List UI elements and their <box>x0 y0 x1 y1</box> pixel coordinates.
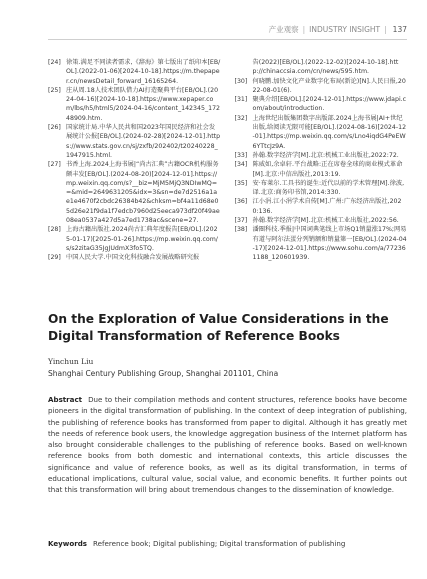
reference-number: [31] <box>234 96 248 104</box>
reference-text: 陈威如,余卓轩.平台战略:正在席卷全球的商业模式革命[M].北京:中信出版社,2013:19. <box>252 161 403 178</box>
reference-text: 上海世纪出版集团数字出版部.2024上海书展|AI+世纪出版,给阅读无限可能[EB/OL].(2024-08-16)[2024-12-01].https://mp.weixin.qq.com/s/Lno4iqdG4PeEW6YTtcJz9A. <box>252 114 407 150</box>
reference-text: 孙翰.数字经济学[M].北京:机械工业出版社,2022:72. <box>252 151 399 159</box>
reference-number: [27] <box>48 161 61 169</box>
page-number: 137 <box>392 25 407 34</box>
reference-number: [36] <box>234 198 248 206</box>
reference-item <box>48 160 221 225</box>
reference-item <box>235 197 408 216</box>
reference-item <box>48 253 221 262</box>
reference-number: [32] <box>234 114 248 122</box>
reference-number: [30] <box>234 77 248 85</box>
abstract-label: Abstract <box>48 395 83 404</box>
article-title: On the Exploration of Value Considerations in the Digital Transformation of Reference Books <box>48 312 389 343</box>
abstract <box>48 394 407 496</box>
header-divider <box>48 39 407 40</box>
reference-column-right <box>235 58 408 263</box>
reference-number: [26] <box>48 124 61 132</box>
reference-item <box>235 151 408 160</box>
reference-text: 告(2022)[EB/OL].(2022-12-02)[2024-10-18].http://chinaccsia.com/cn/news/595.htm. <box>252 59 399 76</box>
reference-text: 何晓鹏.加快文化产业数字化布局(新论)[N].人民日报,2022-08-01(6). <box>252 77 406 94</box>
keywords-label: Keywords <box>48 539 88 548</box>
reference-list <box>48 58 407 263</box>
reference-number: [35] <box>234 179 248 187</box>
reference-item <box>235 225 408 262</box>
reference-text: 国家统计局.中华人民共和国2023年国民经济和社会发展统计公报[EB/OL].(2024-02-28)[2024-12-01].https://www.stats.gov.cn/sj/zxfb/202402/t20240228_1947915.html. <box>66 124 221 159</box>
reference-text: 安·布莱尔.工具书的诞生:近代以前的学术管理[M].徐波,译.北京:商务印书馆,2014:330. <box>252 179 405 197</box>
reference-number: [38] <box>234 226 248 234</box>
reference-text: 徐策.满足不同读者需求,《辞海》第七版出了纸印本[EB/OL].(2022-01-06)[2024-10-18].https://m.thepaper.cn/newsDetail_forward_16165264. <box>66 59 221 85</box>
reference-number: [28] <box>48 226 61 234</box>
reference-text: 上海古籍出版社.2024尚古汇典年度报告[EB/OL].(2025-01-17)[2025-01-26].https://mp.weixin.qq.com/s/s2zitaG35JgJUdmX3fo5TQ. <box>66 226 218 252</box>
reference-number <box>235 58 253 77</box>
reference-number: [37] <box>234 217 248 225</box>
reference-item <box>48 225 221 253</box>
reference-text: 庄从周.18人技术团队借力AI打造聚典平台[EB/OL].(2024-04-16)[2024-10-18].https://www.xepaper.com/lbs/h5/html5/2024-04-16/content_142345_17248909.htm. <box>66 86 221 122</box>
header-separator-2: | <box>384 25 387 34</box>
reference-number: [25] <box>48 86 61 94</box>
reference-item <box>48 58 221 86</box>
section-name-cn: 产业观察 <box>268 25 299 34</box>
reference-item <box>235 58 408 77</box>
header-separator: | <box>302 25 306 34</box>
reference-number: [24] <box>48 59 61 66</box>
reference-item <box>235 216 408 225</box>
reference-number: [33] <box>234 151 248 159</box>
section-name-en: INDUSTRY INSIGHT <box>309 25 381 34</box>
author-affiliation: Shanghai Century Publishing Group, Shanghai 201101, China <box>48 369 279 378</box>
reference-item <box>235 179 408 198</box>
reference-item <box>235 114 408 151</box>
keywords <box>48 539 407 548</box>
reference-item <box>48 86 221 123</box>
reference-item <box>235 160 408 179</box>
reference-item <box>235 77 408 96</box>
reference-text: 聚典介绍[EB/OL].[2024-12-01].https://www.jdapi.com/about/introduction. <box>252 96 407 113</box>
keywords-text: Reference book; Digital publishing; Digital transformation of publishing <box>93 539 346 548</box>
reference-number: [34] <box>234 161 248 169</box>
reference-text: 江小涓.江小涓学术自传[M].广州:广东经济出版社,2020:136. <box>252 198 402 215</box>
reference-text: 中国人民大学.中国文化科技融合发展战略研究报 <box>66 254 200 262</box>
reference-text: 书香上海.2024上海书展|“尚古汇典”古籍OCR机构服务颇丰发[EB/OL].(2024-08-20)[2024-12-01].https://mp.weixin.qq.com/s?__biz=MjM5MjQ3NDIwMQ==&mid=2649631205&idx=3&sn=de7d2516a1ae1e4670f2cbdc26384b42&chksm=bf4a11d68e05d26e21f9da1f7edcb7960d25eeca973df20f49ae08ea0537a427d5a7ed1738ac&scene=27. <box>66 161 220 225</box>
reference-item <box>235 95 408 114</box>
author-name: Yinchun Liu <box>48 357 94 366</box>
reference-number: [29] <box>48 254 61 262</box>
reference-column-left <box>48 58 221 263</box>
reference-text: 孙翰.数字经济学[M].北京:机械工业出版社,2022:56. <box>252 217 399 225</box>
reference-item <box>48 123 221 160</box>
abstract-text: Due to their compilation methods and content structures, reference books have become pioneers in the digital transformation of publishing. In the context of deep integration of publishing, the publishing of reference books has transformed from paper to digital. Although it has greatly met the needs of reference book users, the knowledge aggregation business of the Internet platform has also brought considerable challenges to the publishing of reference books. Based on well-known reference books from both domestic and international contexts, this article discusses the significance and value of reference books, as well as its digital transformation, in terms of educational implications, cultural value, social value, and economic benefits. It further points out that this transformation will bring about tremendous changes to the dissemination of knowledge. <box>48 395 407 495</box>
running-header <box>269 24 407 35</box>
reference-text: 潘圈科技.季报|中国词典笔线上市场Q1销量涨17%;网易有道与阿尔法蛋分列销额和销量第一[EB/OL].(2024-04-17)[2024-12-01].https://www.sohu.com/a/772361188_120601939. <box>252 226 407 262</box>
